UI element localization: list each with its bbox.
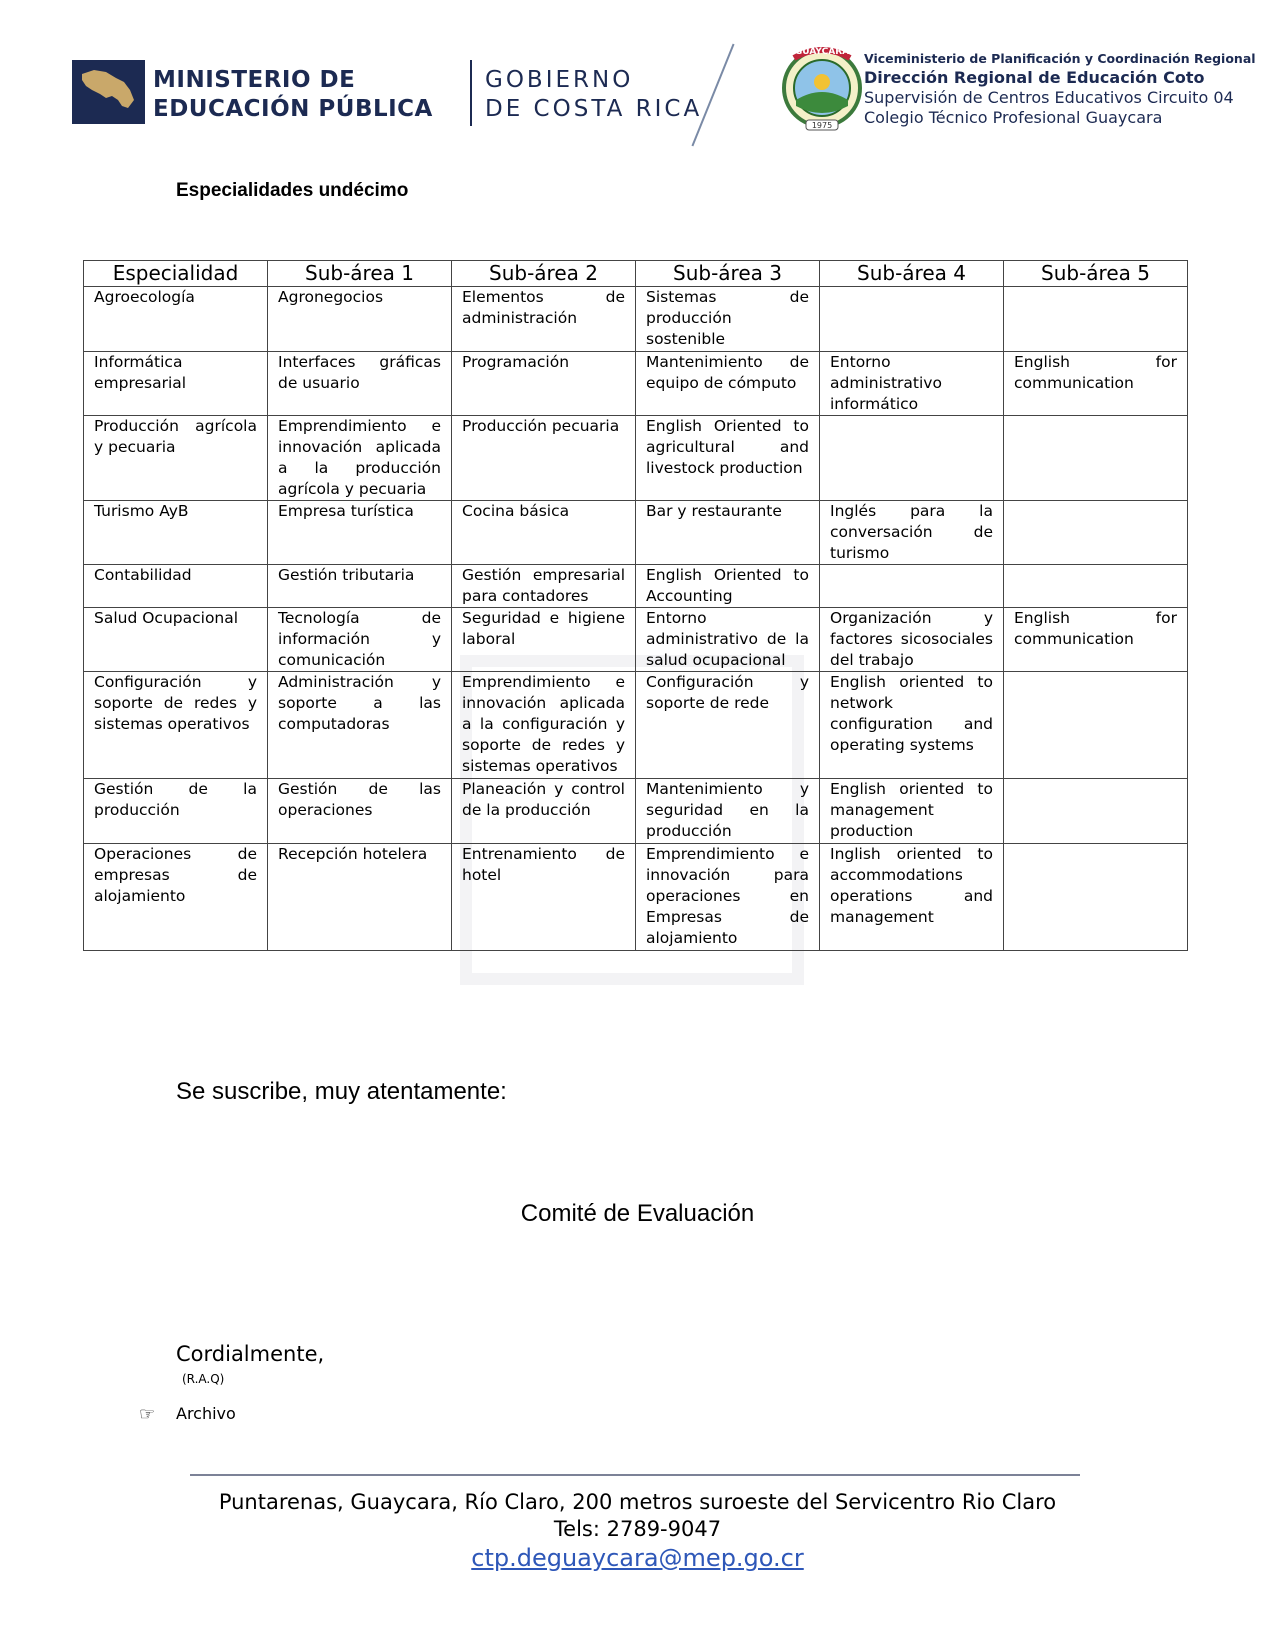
table-cell: [1004, 779, 1188, 844]
table-cell: Salud Ocupacional: [84, 608, 268, 672]
column-header: Sub-área 1: [268, 261, 452, 287]
table-cell: [820, 416, 1004, 501]
table-cell: Inglish oriented to accommodations operations and management: [820, 844, 1004, 951]
specialties-table: [83, 260, 1188, 951]
table-cell: Producción agrícola y pecuaria: [84, 416, 268, 501]
table-cell: Mantenimiento y seguridad en la producción: [636, 779, 820, 844]
table-cell: Planeación y control de la producción: [452, 779, 636, 844]
viceministerio-line: Viceministerio de Planificación y Coordinación Regional: [864, 51, 1256, 66]
table-cell: Turismo AyB: [84, 501, 268, 565]
table-cell: Bar y restaurante: [636, 501, 820, 565]
table-row: [84, 779, 1188, 844]
table-cell: Tecnología de información y comunicación: [268, 608, 452, 672]
table-cell: [1004, 501, 1188, 565]
table-cell: Gestión empresarial para contadores: [452, 565, 636, 608]
table-cell: English Oriented to agricultural and livestock production: [636, 416, 820, 501]
table-cell: Operaciones de empresas de alojamiento: [84, 844, 268, 951]
table-row: [84, 844, 1188, 951]
header-divider: [470, 60, 472, 126]
table-cell: Interfaces gráficas de usuario: [268, 352, 452, 416]
table-cell: Entrenamiento de hotel: [452, 844, 636, 951]
table-cell: [1004, 844, 1188, 951]
table-cell: Entorno administrativo informático: [820, 352, 1004, 416]
table-cell: Gestión de la producción: [84, 779, 268, 844]
footer-email-link[interactable]: ctp.deguaycara@mep.go.cr: [471, 1544, 804, 1572]
table-cell: [1004, 416, 1188, 501]
table-cell: [1004, 565, 1188, 608]
table-cell: Configuración y soporte de rede: [636, 672, 820, 779]
pointing-hand-icon: ☞: [139, 1404, 156, 1424]
table-cell: English oriented to management production: [820, 779, 1004, 844]
table-cell: Recepción hotelera: [268, 844, 452, 951]
archive-note: Archivo: [176, 1404, 236, 1423]
cordially-text: Cordialmente,: [176, 1342, 325, 1366]
table-header-row: [84, 261, 1188, 287]
table-cell: Producción pecuaria: [452, 416, 636, 501]
initials-text: (R.A.Q): [182, 1372, 225, 1386]
column-header: Sub-área 2: [452, 261, 636, 287]
section-title: Especialidades undécimo: [176, 180, 409, 201]
supervision-line: Supervisión de Centros Educativos Circuito 04: [864, 88, 1234, 107]
table-cell: Entorno administrativo de la salud ocupacional: [636, 608, 820, 672]
table-cell: Inglés para la conversación de turismo: [820, 501, 1004, 565]
colegio-line: Colegio Técnico Profesional Guaycara: [864, 108, 1163, 127]
table-cell: Administración y soporte a las computadoras: [268, 672, 452, 779]
table-cell: Gestión tributaria: [268, 565, 452, 608]
table-cell: Programación: [452, 352, 636, 416]
mep-logo: [72, 60, 145, 124]
column-header: Sub-área 3: [636, 261, 820, 287]
direccion-line: Dirección Regional de Educación Coto: [864, 68, 1205, 87]
table-cell: English for communication: [1004, 608, 1188, 672]
guaycara-seal-icon: [776, 40, 868, 132]
table-cell: Emprendimiento e innovación para operaciones en Empresas de alojamiento: [636, 844, 820, 951]
table-cell: Cocina básica: [452, 501, 636, 565]
svg-text:1975: 1975: [811, 121, 833, 130]
table-row: [84, 565, 1188, 608]
column-header: Sub-área 4: [820, 261, 1004, 287]
table-cell: Emprendimiento e innovación aplicada a la configuración y soporte de redes y sistemas operativos: [452, 672, 636, 779]
table-row: [84, 672, 1188, 779]
table-row: [84, 501, 1188, 565]
column-header: Especialidad: [84, 261, 268, 287]
table-cell: Sistemas de producción sostenible: [636, 287, 820, 352]
table-row: [84, 287, 1188, 352]
ministerio-wordmark: MINISTERIO DE EDUCACIÓN PÚBLICA: [153, 67, 433, 122]
footer-address: Puntarenas, Guaycara, Río Claro, 200 metros suroeste del Servicentro Rio Claro: [218, 1490, 1057, 1514]
table-cell: Organización y factores sicosociales del trabajo: [820, 608, 1004, 672]
table-cell: English Oriented to Accounting: [636, 565, 820, 608]
costa-rica-map-icon: [72, 60, 145, 124]
institution-header-text: [864, 50, 1256, 128]
table-cell: Emprendimiento e innovación aplicada a la producción agrícola y pecuaria: [268, 416, 452, 501]
table-cell: Configuración y soporte de redes y sistemas operativos: [84, 672, 268, 779]
table-cell: Agroecología: [84, 287, 268, 352]
table-cell: Agronegocios: [268, 287, 452, 352]
table-cell: [1004, 287, 1188, 352]
gobierno-wordmark: GOBIERNO DE COSTA RICA: [485, 67, 703, 122]
committee-signature: Comité de Evaluación: [520, 1200, 755, 1227]
table-cell: Empresa turística: [268, 501, 452, 565]
svg-text:GUAYCARA: GUAYCARA: [794, 47, 850, 57]
column-header: Sub-área 5: [1004, 261, 1188, 287]
table-row: [84, 352, 1188, 416]
table-row: [84, 416, 1188, 501]
table-cell: Contabilidad: [84, 565, 268, 608]
closing-salutation: Se suscribe, muy atentamente:: [176, 1078, 507, 1105]
table-cell: English for communication: [1004, 352, 1188, 416]
table-cell: Gestión de las operaciones: [268, 779, 452, 844]
table-cell: [1004, 672, 1188, 779]
footer-phones: Tels: 2789-9047: [553, 1517, 722, 1541]
table-cell: English oriented to network configuration and operating systems: [820, 672, 1004, 779]
table-cell: Informática empresarial: [84, 352, 268, 416]
table-cell: Seguridad e higiene laboral: [452, 608, 636, 672]
table-cell: [820, 565, 1004, 608]
footer-divider: [190, 1474, 1080, 1476]
table-row: [84, 608, 1188, 672]
table-cell: Elementos de administración: [452, 287, 636, 352]
table-cell: [820, 287, 1004, 352]
table-cell: Mantenimiento de equipo de cómputo: [636, 352, 820, 416]
